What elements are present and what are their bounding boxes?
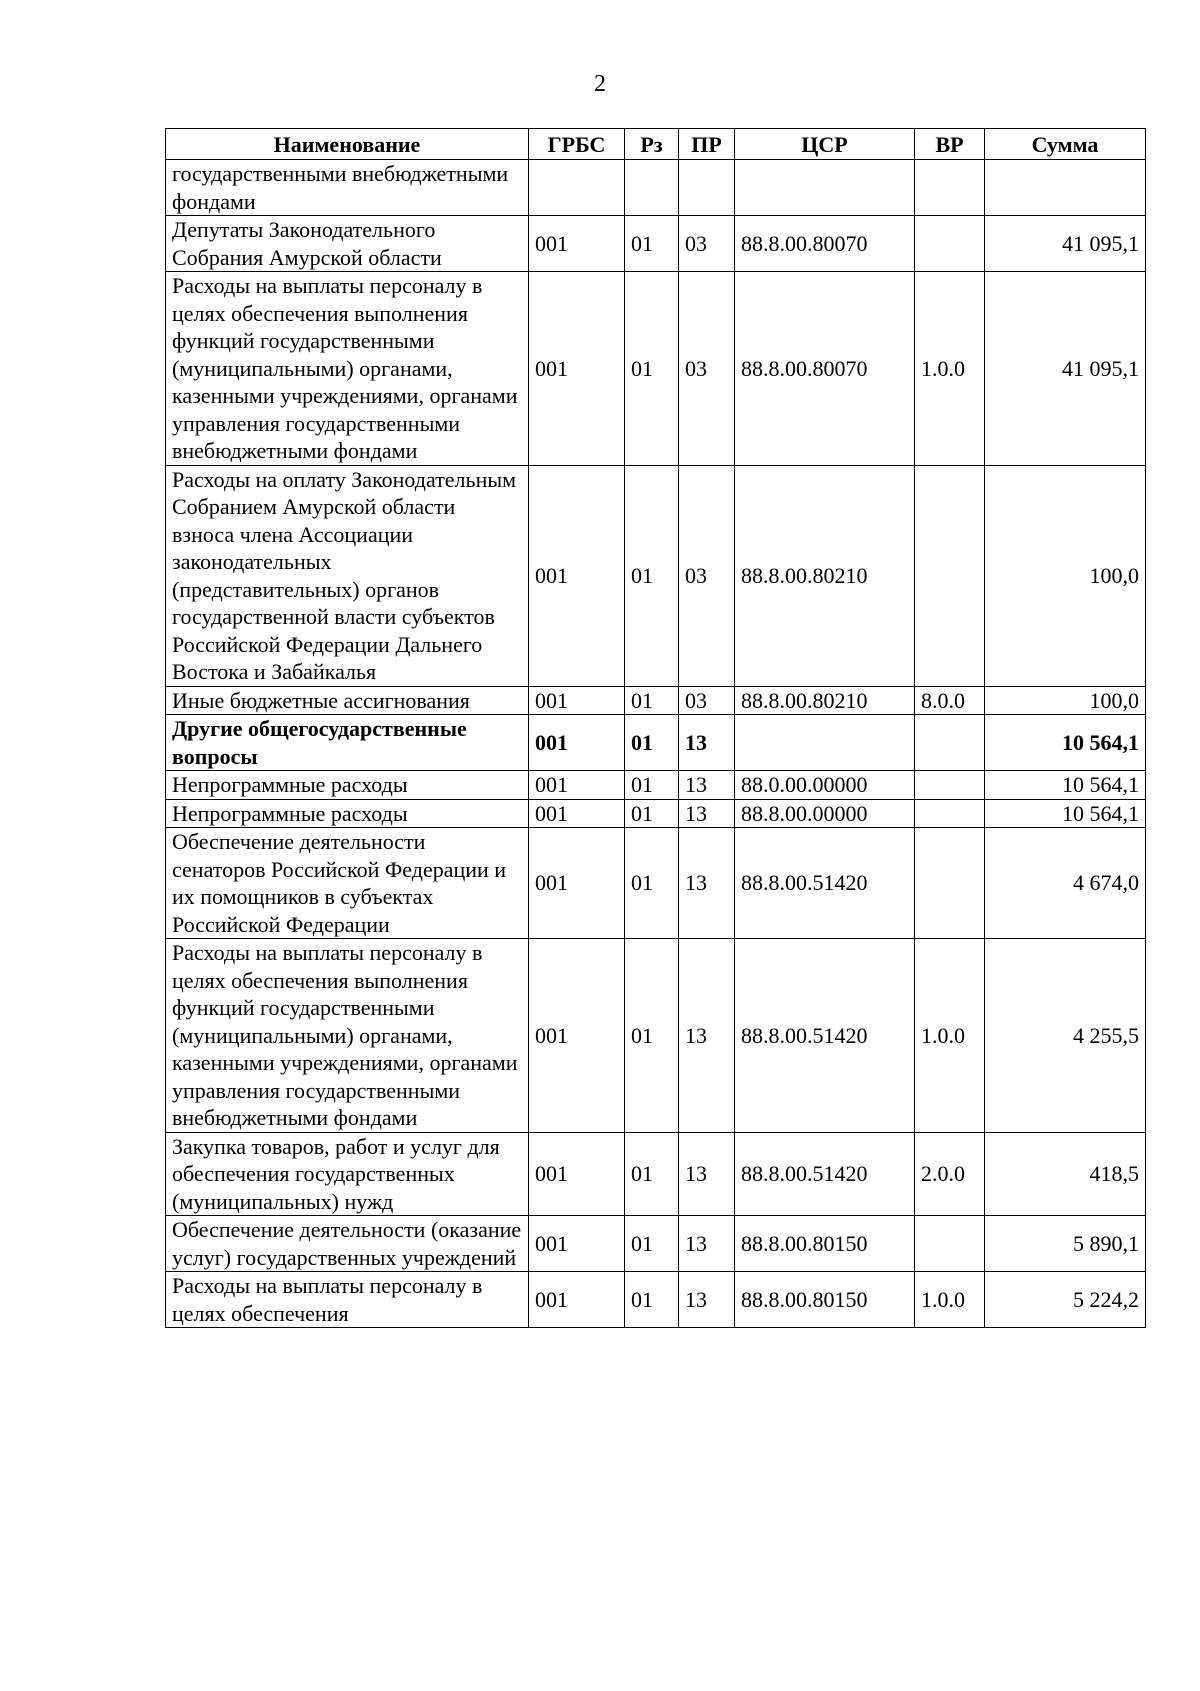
cell-pr: 13 <box>679 939 735 1133</box>
cell-csr <box>735 715 915 771</box>
cell-vr <box>915 799 985 828</box>
table-row <box>166 272 1146 466</box>
cell-grbs: 001 <box>529 216 625 272</box>
cell-csr: 88.8.00.51420 <box>735 939 915 1133</box>
cell-name: государственными внебюджетными фондами <box>166 160 529 216</box>
cell-pr: 13 <box>679 715 735 771</box>
cell-pr: 13 <box>679 1132 735 1216</box>
cell-csr: 88.8.00.80210 <box>735 465 915 686</box>
table-row <box>166 686 1146 715</box>
table-row <box>166 828 1146 939</box>
cell-pr: 03 <box>679 686 735 715</box>
cell-grbs: 001 <box>529 686 625 715</box>
table-body <box>166 160 1146 1328</box>
header-sum: Сумма <box>985 129 1146 160</box>
cell-vr <box>915 465 985 686</box>
cell-sum: 4 674,0 <box>985 828 1146 939</box>
cell-sum: 41 095,1 <box>985 272 1146 466</box>
cell-grbs: 001 <box>529 771 625 800</box>
cell-name: Другие общегосударственные вопросы <box>166 715 529 771</box>
budget-table <box>165 128 1146 1328</box>
cell-grbs: 001 <box>529 1216 625 1272</box>
cell-vr: 2.0.0 <box>915 1132 985 1216</box>
cell-csr: 88.8.00.80150 <box>735 1216 915 1272</box>
cell-rz: 01 <box>625 799 679 828</box>
cell-csr: 88.8.00.51420 <box>735 1132 915 1216</box>
cell-vr: 1.0.0 <box>915 1272 985 1328</box>
cell-csr: 88.8.00.80150 <box>735 1272 915 1328</box>
cell-vr <box>915 828 985 939</box>
header-vr: ВР <box>915 129 985 160</box>
table-row <box>166 799 1146 828</box>
cell-pr: 13 <box>679 828 735 939</box>
cell-csr: 88.8.00.80070 <box>735 272 915 466</box>
cell-csr: 88.8.00.00000 <box>735 799 915 828</box>
cell-rz: 01 <box>625 715 679 771</box>
cell-grbs: 001 <box>529 1272 625 1328</box>
cell-csr: 88.8.00.80210 <box>735 686 915 715</box>
cell-pr: 03 <box>679 272 735 466</box>
table-row <box>166 160 1146 216</box>
cell-name: Расходы на выплаты персоналу в целях обеспечения выполнения функций государственными (муниципальными) органами, казенными учреждениями, органами управления государственными внебюджетными фондами <box>166 939 529 1133</box>
cell-csr: 88.8.00.80070 <box>735 216 915 272</box>
cell-vr <box>915 160 985 216</box>
header-pr: ПР <box>679 129 735 160</box>
cell-grbs: 001 <box>529 828 625 939</box>
cell-name: Расходы на выплаты персоналу в целях обеспечения выполнения функций государственными (муниципальными) органами, казенными учреждениями, органами управления государственными внебюджетными фондами <box>166 272 529 466</box>
cell-sum: 5 890,1 <box>985 1216 1146 1272</box>
cell-sum: 5 224,2 <box>985 1272 1146 1328</box>
cell-grbs: 001 <box>529 939 625 1133</box>
cell-vr: 8.0.0 <box>915 686 985 715</box>
cell-rz: 01 <box>625 939 679 1133</box>
cell-grbs: 001 <box>529 715 625 771</box>
cell-csr: 88.8.00.51420 <box>735 828 915 939</box>
cell-name: Расходы на выплаты персоналу в целях обеспечения <box>166 1272 529 1328</box>
table-row <box>166 216 1146 272</box>
cell-sum: 10 564,1 <box>985 799 1146 828</box>
cell-csr: 88.0.00.00000 <box>735 771 915 800</box>
cell-sum: 100,0 <box>985 686 1146 715</box>
cell-name: Закупка товаров, работ и услуг для обеспечения государственных (муниципальных) нужд <box>166 1132 529 1216</box>
cell-rz: 01 <box>625 465 679 686</box>
table-row <box>166 1272 1146 1328</box>
cell-sum: 100,0 <box>985 465 1146 686</box>
cell-sum <box>985 160 1146 216</box>
page-number: 2 <box>594 71 606 97</box>
table-header-row <box>166 129 1146 160</box>
header-name: Наименование <box>166 129 529 160</box>
cell-rz: 01 <box>625 1216 679 1272</box>
table-row <box>166 1132 1146 1216</box>
cell-grbs: 001 <box>529 465 625 686</box>
cell-name: Депутаты Законодательного Собрания Амурской области <box>166 216 529 272</box>
cell-grbs <box>529 160 625 216</box>
cell-rz: 01 <box>625 272 679 466</box>
cell-rz: 01 <box>625 686 679 715</box>
cell-pr: 13 <box>679 771 735 800</box>
cell-vr: 1.0.0 <box>915 939 985 1133</box>
cell-vr <box>915 715 985 771</box>
cell-vr <box>915 771 985 800</box>
cell-sum: 10 564,1 <box>985 771 1146 800</box>
cell-sum: 41 095,1 <box>985 216 1146 272</box>
header-rz: Рз <box>625 129 679 160</box>
cell-vr: 1.0.0 <box>915 272 985 466</box>
cell-rz: 01 <box>625 216 679 272</box>
cell-rz: 01 <box>625 771 679 800</box>
cell-sum: 418,5 <box>985 1132 1146 1216</box>
cell-vr <box>915 1216 985 1272</box>
cell-pr: 13 <box>679 1272 735 1328</box>
cell-grbs: 001 <box>529 1132 625 1216</box>
cell-name: Непрограммные расходы <box>166 771 529 800</box>
cell-name: Обеспечение деятельности сенаторов Российской Федерации и их помощников в субъектах Российской Федерации <box>166 828 529 939</box>
cell-name: Иные бюджетные ассигнования <box>166 686 529 715</box>
header-csr: ЦСР <box>735 129 915 160</box>
cell-sum: 4 255,5 <box>985 939 1146 1133</box>
cell-name: Непрограммные расходы <box>166 799 529 828</box>
table-row <box>166 1216 1146 1272</box>
cell-rz <box>625 160 679 216</box>
header-grbs: ГРБС <box>529 129 625 160</box>
cell-csr <box>735 160 915 216</box>
cell-grbs: 001 <box>529 272 625 466</box>
cell-name: Расходы на оплату Законодательным Собранием Амурской области взноса члена Ассоциации законодательных (представительных) органов государственной власти субъектов Российской Федерации Дальнего Востока и Забайкалья <box>166 465 529 686</box>
cell-grbs: 001 <box>529 799 625 828</box>
cell-pr <box>679 160 735 216</box>
cell-sum: 10 564,1 <box>985 715 1146 771</box>
cell-vr <box>915 216 985 272</box>
table-row <box>166 939 1146 1133</box>
table-row <box>166 465 1146 686</box>
table-row <box>166 715 1146 771</box>
cell-name: Обеспечение деятельности (оказание услуг) государственных учреждений <box>166 1216 529 1272</box>
cell-pr: 03 <box>679 465 735 686</box>
cell-rz: 01 <box>625 1272 679 1328</box>
cell-pr: 13 <box>679 1216 735 1272</box>
table-row <box>166 771 1146 800</box>
cell-rz: 01 <box>625 1132 679 1216</box>
cell-rz: 01 <box>625 828 679 939</box>
cell-pr: 03 <box>679 216 735 272</box>
cell-pr: 13 <box>679 799 735 828</box>
